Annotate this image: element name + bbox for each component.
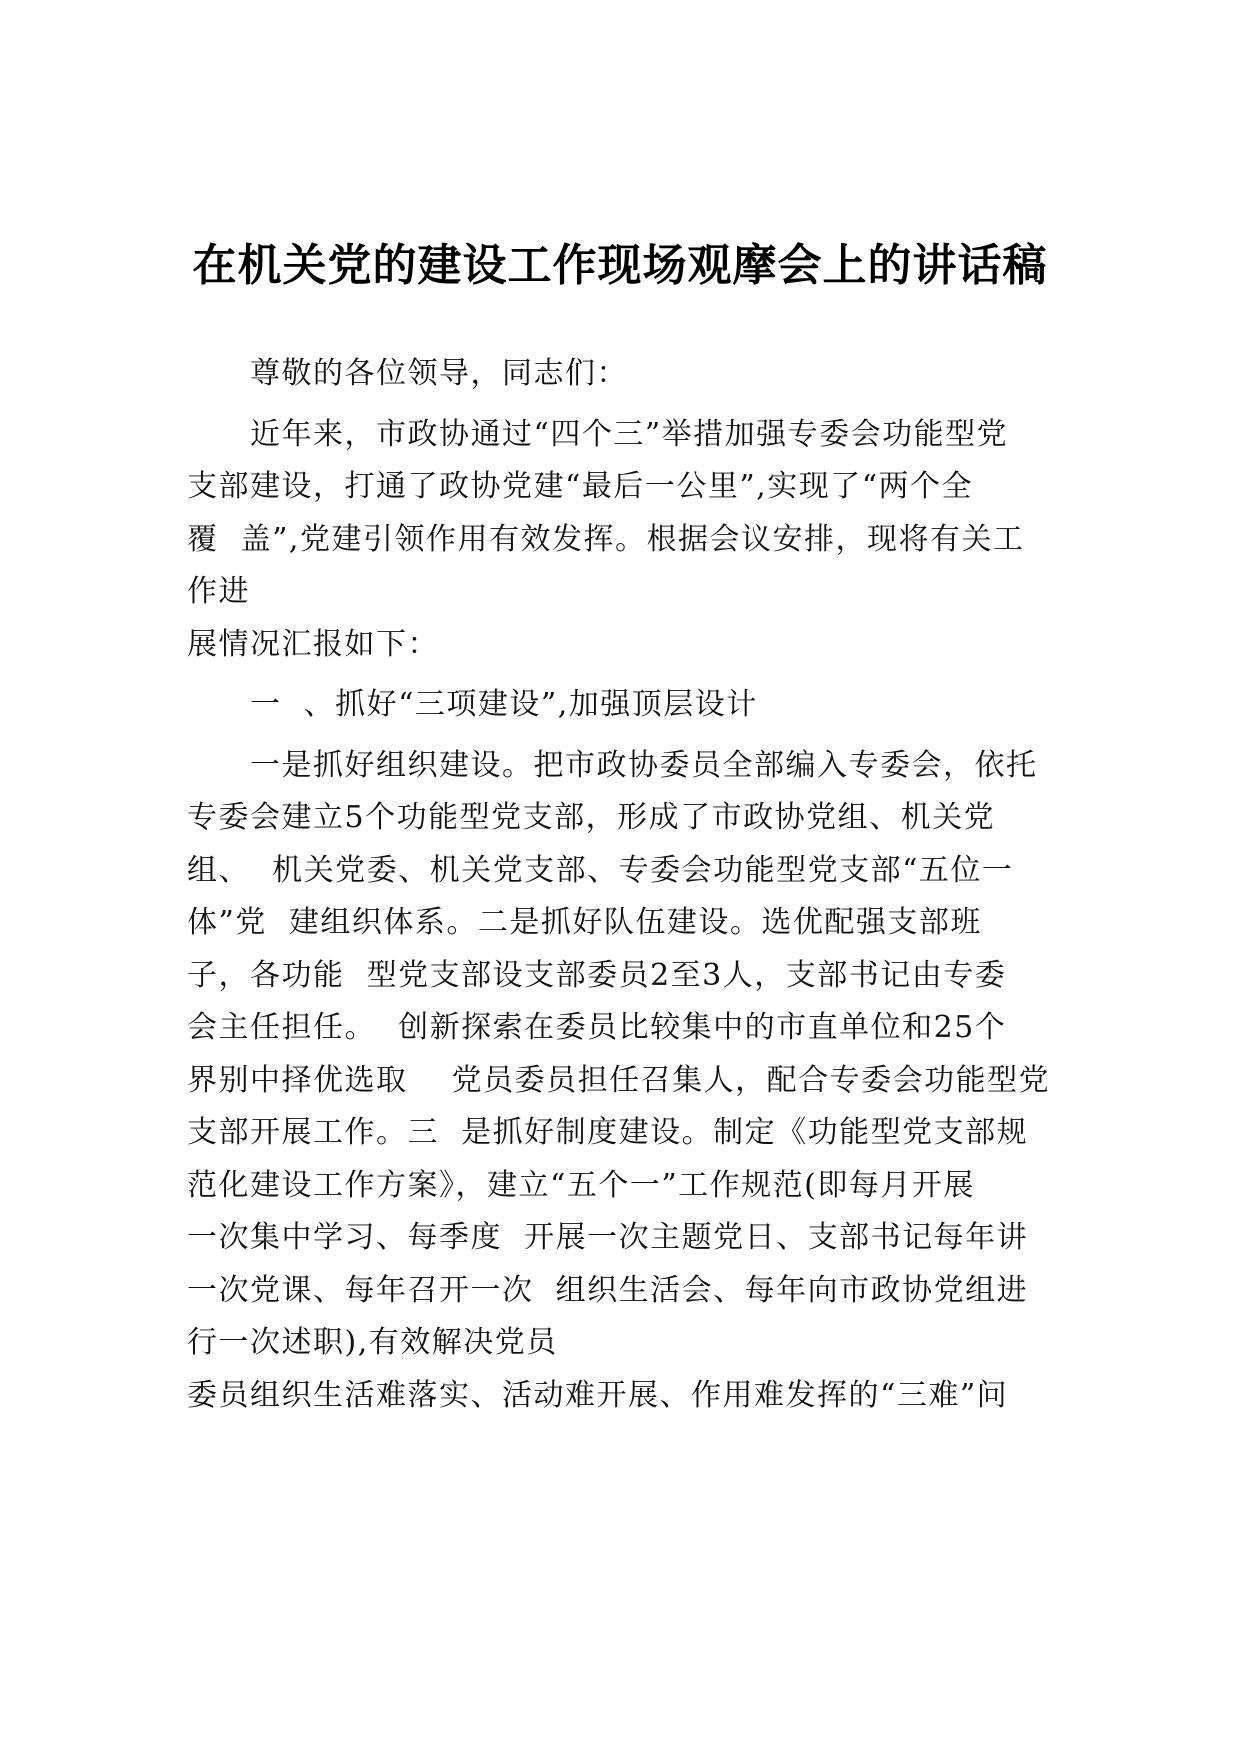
paragraph-line: 组、 机关党委、机关党支部、专委会功能型党支部“五位一 <box>187 852 1014 888</box>
paragraph-line: 支部建设，打通了政协党建“最后一公里”,实现了“两个全 <box>187 469 974 504</box>
paragraph-line: 支部开展工作。三 是抓好制度建设。制定《功能型党支部规 <box>187 1115 1029 1150</box>
paragraph-line: 一次党课、每年召开一次 组织生活会、每年向市政协党组进 <box>187 1272 1029 1308</box>
document-body <box>187 348 1067 1422</box>
paragraph-line: 覆 盖”,党建引领作用有效发挥。根据会议安排，现将有关工 <box>187 521 1025 557</box>
paragraph-line: 专委会建立5个功能型党支部，形成了市政协党组、机关党 <box>187 800 996 835</box>
salutation-line: 尊敬的各位领导，同志们： <box>250 356 628 391</box>
paragraph-line: 一次集中学习、每季度 开展一次主题党日、支部书记每年讲 <box>187 1220 1029 1255</box>
section-heading: 一 、抓好“三项建设”,加强顶层设计 <box>250 687 758 722</box>
paragraph-line: 界别中择优选取 党员委员担任召集人，配合专委会功能型党 <box>187 1062 1051 1098</box>
document-title: 在机关党的建设工作现场观摩会上的讲话稿 <box>192 240 1048 291</box>
paragraph-line: 范化建设工作方案》，建立“五个一”工作规范(即每月开展 <box>187 1167 975 1203</box>
paragraph-line: 展情况汇报如下： <box>187 626 439 662</box>
paragraph-line: 一是抓好组织建设。把市政协委员全部编入专委会，依托 <box>250 747 1038 783</box>
paragraph-line: 行一次述职),有效解决党员 <box>187 1325 558 1360</box>
paragraph-line: 委员组织生活难落实、活动难开展、作用难发挥的“三难”问 <box>187 1377 1009 1413</box>
paragraph-line: 近年来，市政协通过“四个三”举措加强专委会功能型党 <box>250 416 1009 452</box>
paragraph-line: 会主任担任。 创新探索在委员比较集中的市直单位和25个 <box>187 1010 1007 1045</box>
paragraph-line: 子，各功能 型党支部设支部委员2至3人，支部书记由专委 <box>187 957 1007 993</box>
paragraph-line: 作进 <box>187 574 250 609</box>
paragraph-line: 体”党 建组织体系。二是抓好队伍建设。选优配强支部班 <box>187 905 982 940</box>
